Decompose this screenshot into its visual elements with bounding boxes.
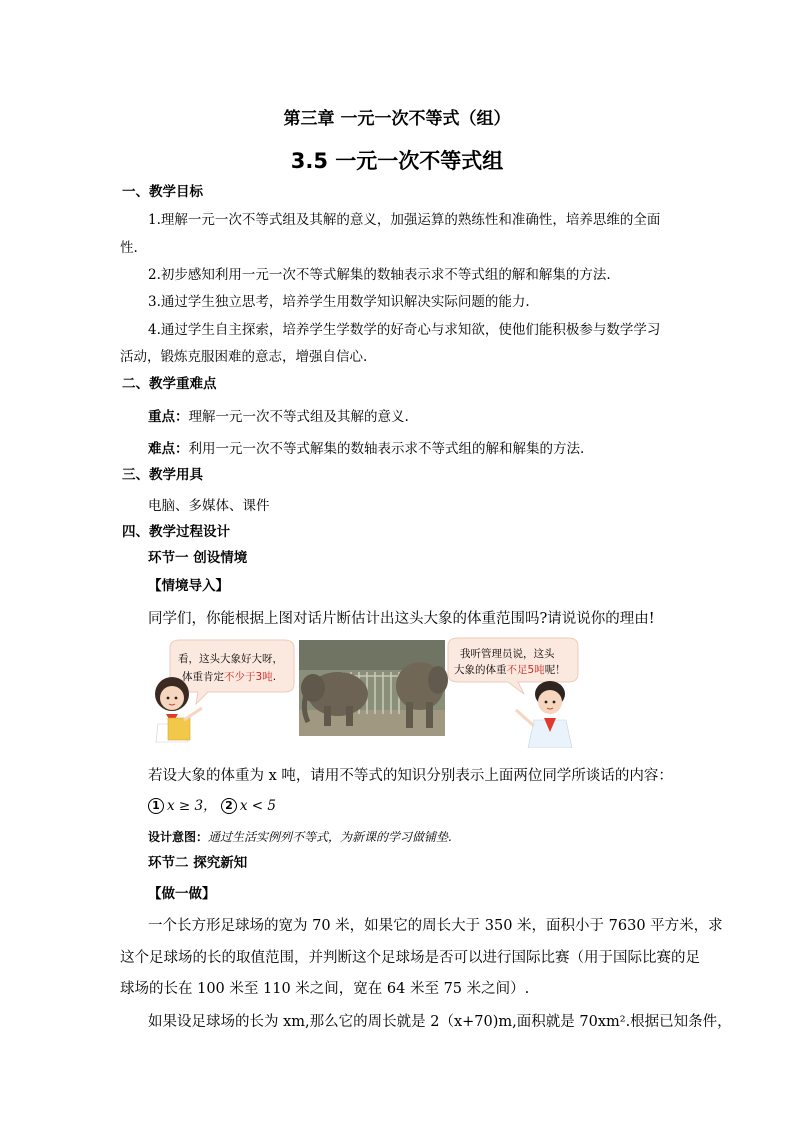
goal-2: 2.初步感知利用一元一次不等式解集的数轴表示求不等式组的解和解集的方法.: [148, 267, 611, 283]
goal-4-line-2: 活动，锻炼克服困难的意志，增强自信心.: [120, 349, 368, 365]
left-bubble-line-2: [182, 669, 276, 684]
difficulty-text: 利用一元一次不等式解集的数轴表示求不等式组的解和解集的方法.: [188, 441, 585, 457]
section-title: 3.5 一元一次不等式组: [290, 149, 504, 173]
right-bubble-line-2: [454, 662, 566, 677]
left-bubble-text-post: .: [272, 671, 277, 683]
do-it-heading: 【做一做】: [148, 886, 216, 902]
key-point: [148, 405, 409, 425]
key-label: 重点：: [148, 409, 189, 425]
problem-line-2: 这个足球场的长的取值范围，并判断这个足球场是否可以进行国际比赛（用于国际比赛的足: [120, 950, 700, 966]
problem-line-3: 球场的长在 100 米至 110 米之间，宽在 64 米至 75 米之间）.: [120, 981, 530, 997]
inequality-answers: [148, 794, 276, 814]
answer-marker-1: 1: [148, 798, 164, 814]
difficulty-point: [148, 437, 584, 457]
answer-1: x ≥ 3，: [167, 798, 217, 814]
design-intent: [148, 828, 452, 845]
right-bubble-line-1: 我听管理员说，这头: [460, 648, 555, 660]
key-points-heading: 二、教学重难点: [122, 376, 217, 392]
tools-text: 电脑、多媒体、课件: [148, 498, 270, 514]
chapter-title: 第三章 一元一次不等式（组）: [283, 109, 511, 129]
boy-figure: [516, 681, 572, 748]
goal-4-line-1: 4.通过学生自主探索，培养学生学数学的好奇心与求知欲，使他们能积极参与数学学习: [148, 322, 661, 338]
design-text: 通过生活实例列不等式，为新课的学习做铺垫.: [208, 830, 452, 844]
elephant-photo: [299, 640, 448, 736]
scene-intro-heading: 【情境导入】: [148, 578, 229, 594]
solution-line-1: 如果设足球场的长为 xm,那么它的周长就是 2（x+70)m,面积就是 70xm².根据已知条件，: [148, 1014, 732, 1030]
right-bubble-highlight: 不足5吨: [506, 664, 545, 676]
scene-question: 同学们，你能根据上图对话片断估计出这头大象的体重范围吗?请说说你的理由!: [148, 611, 655, 627]
left-bubble-text-pre: 体重肯定: [182, 671, 224, 683]
difficulty-label: 难点：: [148, 441, 189, 457]
step-2-heading: 环节二 探究新知: [148, 855, 248, 871]
goal-1-line-2: 性.: [120, 240, 138, 256]
elephant-dialogue-illustration: [148, 632, 588, 748]
answer-2: x < 5: [239, 798, 277, 814]
problem-line-1: 一个长方形足球场的宽为 70 米，如果它的周长大于 350 米，面积小于 7630 平方米，求: [148, 918, 723, 934]
right-bubble-text-post: 呢！: [544, 664, 566, 676]
goal-3: 3.通过学生独立思考，培养学生用数学知识解决实际问题的能力.: [148, 294, 530, 310]
design-label: 设计意图：: [148, 830, 209, 844]
step-1-heading: 环节一 创设情境: [148, 550, 248, 566]
goal-1-line-1: 1.理解一元一次不等式组及其解的意义，加强运算的熟练性和准确性，培养思维的全面: [148, 212, 661, 228]
key-text: 理解一元一次不等式组及其解的意义.: [188, 409, 409, 425]
left-bubble-line-1: 看，这头大象好大呀，: [178, 653, 283, 665]
assume-text: 若设大象的体重为 x 吨，请用不等式的知识分别表示上面两位同学所谈话的内容：: [148, 768, 673, 784]
process-heading: 四、教学过程设计: [122, 524, 230, 540]
tools-heading: 三、教学用具: [122, 467, 203, 483]
left-bubble-highlight: 不少于3吨: [224, 671, 273, 683]
answer-marker-2: 2: [221, 798, 237, 814]
right-bubble-text-pre: 大象的体重: [454, 664, 507, 676]
goals-heading: 一、教学目标: [122, 184, 203, 200]
